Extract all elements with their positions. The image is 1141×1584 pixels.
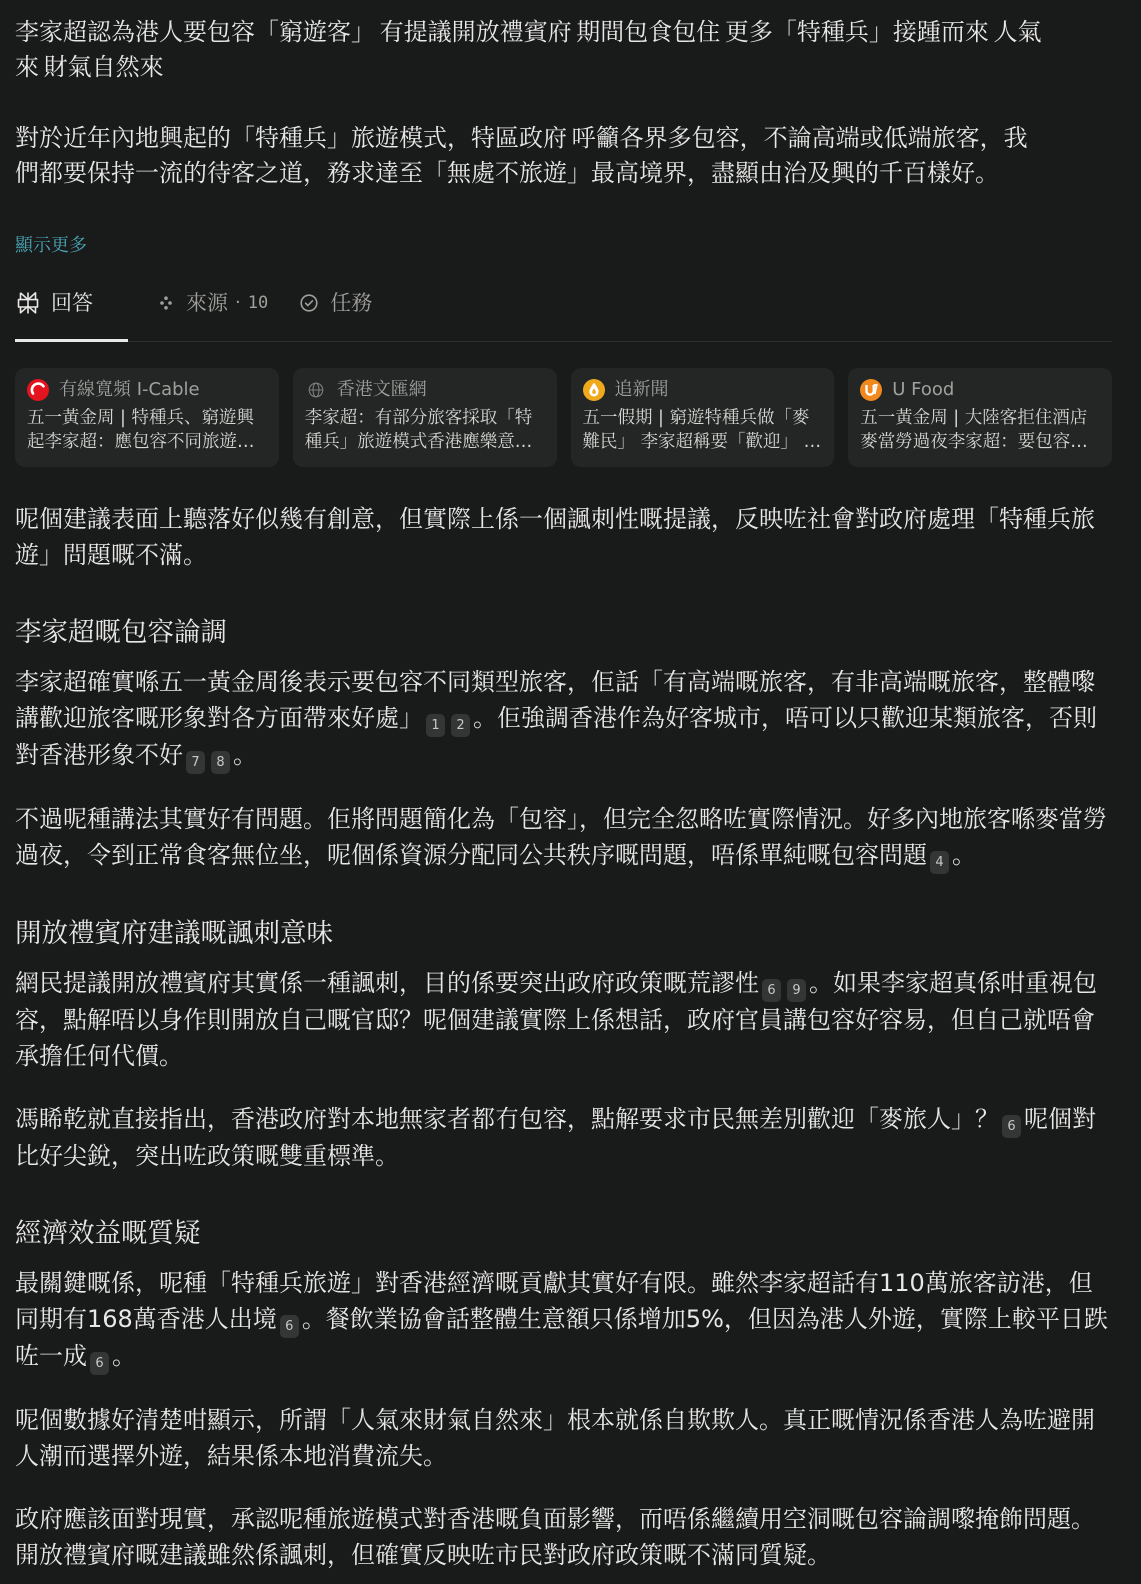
sources-icon xyxy=(160,296,172,310)
citation-badge[interactable]: 6 xyxy=(90,1352,109,1375)
tab-sources-count: 10 xyxy=(247,293,269,313)
source-name: 香港文匯網 xyxy=(336,379,427,400)
citation-badge[interactable]: 7 xyxy=(186,751,205,774)
citation-badge[interactable]: 8 xyxy=(211,751,230,774)
answer-text: 。佢強調香港作為好客城市，唔可以只歡迎某類旅客，否則對香港形象不好 xyxy=(15,704,1097,769)
answer-text: 。 xyxy=(952,841,976,869)
source-card[interactable] xyxy=(571,368,835,467)
answer-text: 。 xyxy=(112,1342,136,1370)
answer-paragraph xyxy=(15,965,1112,1074)
answer-text: 呢個數據好清楚咁顯示，所謂「人氣來財氣自然來」根本就係自欺欺人。真正嘅情況係香港人為咗避開人潮而選擇外遊，結果係本地消費流失。 xyxy=(15,1406,1095,1470)
answer-text: 。如果李家超真係咁重視包容，點解唔以身作則開放自己嘅官邸？呢個建議實際上係想話，政府官員講包容好容易，但自己就唔會承擔任何代價。 xyxy=(15,969,1097,1070)
tab-answer[interactable] xyxy=(15,258,128,342)
answer-text: 網民提議開放禮賓府其實係一種諷刺，目的係要突出政府政策嘅荒謬性 xyxy=(15,969,759,997)
citation-badge[interactable]: 6 xyxy=(1002,1115,1021,1138)
source-header xyxy=(305,379,545,401)
answer-text: 李家超確實喺五一黃金周後表示要包容不同類型旅客，佢話「有高端嘅旅客，有非高端嘅旅客，整體嚟講歡迎旅客嘅形象對各方面帶來好處」 xyxy=(15,668,1095,732)
perplexity-logo-icon xyxy=(17,291,39,315)
section-heading: 開放禮賓府建議嘅諷刺意味 xyxy=(15,918,333,949)
citation-badge[interactable]: 1 xyxy=(426,714,445,737)
answer-text: 不過呢種講法其實好有問題。佢將問題簡化為「包容」，但完全忽略咗實際情況。好多內地旅客喺麥當勞過夜，令到正常食客無位坐，呢個係資源分配同公共秩序嘅問題，唔係單純嘅包容問題 xyxy=(15,805,1107,869)
source-card[interactable] xyxy=(293,368,557,467)
show-more-link[interactable]: 顯示更多 xyxy=(15,235,87,256)
answer-text: 最關鍵嘅係，呢種「特種兵旅遊」對香港經濟嘅貢獻其實好有限。雖然李家超話有110萬旅客訪港，但同期有168萬香港人出境 xyxy=(15,1269,1093,1333)
answer-text: 政府應該面對現實，承認呢種旅遊模式對香港嘅負面影響，而唔係繼續用空洞嘅包容論調嚟掩飾問題。開放禮賓府嘅建議雖然係諷刺，但確實反映咗市民對政府政策嘅不滿同質疑。 xyxy=(15,1505,1095,1569)
query-title: 李家超認為港人要包容「窮遊客」 有提議開放禮賓府 期間包食包住 更多「特種兵」接踵而來 人氣來 財氣自然來 xyxy=(15,18,1042,81)
answer-intro: 呢個建議表面上聽落好似幾有創意，但實際上係一個諷刺性嘅提議，反映咗社會對政府處理「特種兵旅遊」問題嘅不滿。 xyxy=(15,505,1095,569)
source-title: 五一假期 | 窮遊特種兵做「麥難民」 李家超稱要「歡迎」 … xyxy=(582,408,822,452)
answer-body xyxy=(15,501,1112,1573)
answer-paragraph xyxy=(15,1101,1112,1174)
source-card[interactable] xyxy=(848,368,1112,467)
tab-sources-separator: · xyxy=(235,292,241,313)
source-header xyxy=(583,379,823,401)
answer-text: 呢個對比好尖銳，突出咗政策嘅雙重標準。 xyxy=(15,1105,1096,1170)
query-body: 對於近年內地興起的「特種兵」旅遊模式，特區政府 呼籲各界多包容，不論高端或低端旅客，我們都要保持一流的待客之道，務求達至「無處不旅遊」最高境界，盡顯由治及興的千百樣好。 xyxy=(15,124,1028,187)
source-header xyxy=(27,379,267,401)
check-circle-icon xyxy=(300,294,318,312)
source-name: 追新聞 xyxy=(614,379,669,400)
source-name: 有線寬頻 I-Cable xyxy=(59,379,200,400)
answer-paragraph xyxy=(15,1501,1112,1573)
answer-text: 。 xyxy=(233,741,257,769)
answer-text: 馮睎乾就直接指出，香港政府對本地無家者都冇包容，點解要求市民無差別歡迎「麥旅人」？ xyxy=(15,1105,999,1133)
source-title: 李家超：有部分旅客採取「特種兵」旅遊模式香港應樂意… xyxy=(304,408,533,452)
query-block xyxy=(15,15,1112,258)
answer-paragraph xyxy=(15,664,1112,774)
citation-badge[interactable]: 6 xyxy=(762,979,781,1002)
source-header xyxy=(860,379,1100,401)
citation-badge[interactable]: 4 xyxy=(930,851,949,874)
citation-badge[interactable]: 2 xyxy=(451,714,470,737)
answer-paragraph xyxy=(15,1265,1112,1375)
answer-paragraph xyxy=(15,1402,1112,1474)
tab-answer-label: 回答 xyxy=(51,291,93,315)
source-cards xyxy=(15,368,1112,467)
source-name: U Food xyxy=(892,379,955,400)
tab-sources-label: 來源 xyxy=(186,291,228,315)
tracknews-logo-icon xyxy=(583,379,605,401)
source-card[interactable] xyxy=(15,368,279,467)
citation-badge[interactable]: 9 xyxy=(787,979,806,1002)
tab-tasks[interactable] xyxy=(300,258,372,342)
source-title: 五一黃金周 | 特種兵、窮遊興起李家超：應包容不同旅遊… xyxy=(27,408,255,452)
ufood-logo-icon xyxy=(860,379,882,401)
section-heading: 經濟效益嘅質疑 xyxy=(15,1218,201,1249)
citation-badge[interactable]: 6 xyxy=(280,1315,299,1338)
answer-tabs xyxy=(15,258,1112,342)
i-cable-logo-icon xyxy=(27,379,49,401)
globe-icon xyxy=(308,382,324,398)
source-title: 五一黃金周 | 大陸客拒住酒店麥當勞過夜李家超：要包容… xyxy=(860,408,1088,452)
answer-text: 。餐飲業協會話整體生意額只係增加5%，但因為港人外遊，實際上較平日跌咗一成 xyxy=(15,1305,1108,1370)
tab-sources[interactable] xyxy=(160,258,268,342)
answer-paragraph xyxy=(15,801,1112,874)
tab-tasks-label: 任務 xyxy=(330,291,373,315)
section-heading: 李家超嘅包容論調 xyxy=(15,617,227,648)
